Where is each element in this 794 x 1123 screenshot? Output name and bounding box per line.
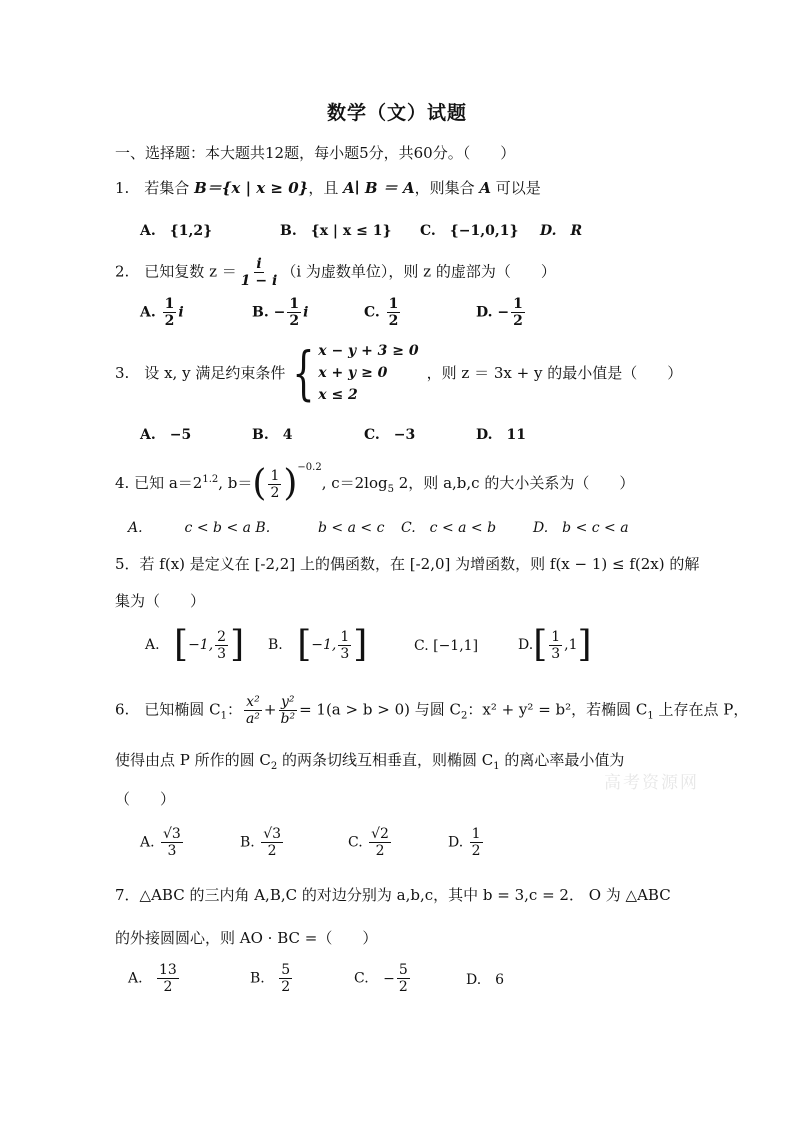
question-5-line-1: 5．若 f(x) 是定义在 [-2,2] 上的偶函数，在 [-2,0] 为增函数，则 f(x − 1) ≤ f(2x) 的解 xyxy=(115,555,700,573)
q4-sup-b: −0.2 xyxy=(297,462,322,473)
q6-option-c xyxy=(348,826,393,859)
q1-option-c: C. {−1,0,1} xyxy=(420,223,519,239)
q5-d-label: D. xyxy=(518,637,534,653)
q5-d-den: 3 xyxy=(551,645,561,662)
q5-b-left: −1, xyxy=(311,637,337,653)
question-6-line-3: （ ） xyxy=(115,790,176,808)
q2-option-d xyxy=(476,296,527,329)
q6-stem-b: = 1(a > b > 0) 与圆 C xyxy=(299,700,461,719)
q6-b-num: √3 xyxy=(263,826,282,842)
q3-option-d: D. 11 xyxy=(476,427,526,443)
q7-a-label: A. xyxy=(128,970,143,987)
q7-c-prefix: − xyxy=(383,970,395,987)
q6-fx-den: a² xyxy=(245,711,260,727)
q5-b-close: ] xyxy=(353,624,368,665)
q6-option-b xyxy=(240,826,285,859)
q7-b-frac xyxy=(279,962,292,995)
q2-b-den: 2 xyxy=(289,313,300,329)
q3-option-a: A. −5 xyxy=(140,427,192,443)
q6-frac-x xyxy=(244,694,262,727)
q2-d-frac xyxy=(511,296,525,329)
q5-a-den: 3 xyxy=(217,645,227,662)
q6-frac-y xyxy=(279,694,298,727)
q7-option-c xyxy=(354,962,412,995)
q2-c-frac xyxy=(387,296,401,329)
q1-stem-d: 可以是 xyxy=(491,179,541,197)
question-6-line-1 xyxy=(115,694,748,727)
question-2-stem xyxy=(115,256,556,289)
q5-a-num: 2 xyxy=(217,628,227,645)
q2-option-c xyxy=(364,296,402,329)
q7-option-a xyxy=(128,962,181,995)
q3-option-b: B. 4 xyxy=(252,427,293,443)
q6-plus: + xyxy=(263,700,277,719)
q5-b-label: B. xyxy=(268,637,283,653)
q4-stem-c: , c＝2log xyxy=(321,474,388,492)
q5-a-label: A. xyxy=(145,637,160,653)
q2-stem-a: 2. 已知复数 z ＝ xyxy=(115,262,237,281)
q6-c-num: √2 xyxy=(371,826,389,842)
q7-b-num: 5 xyxy=(281,962,291,978)
q5-b-den: 3 xyxy=(340,645,350,662)
q4-paren-open: ( xyxy=(252,463,267,504)
q6-line2-b: 的两条切线互相垂直，则椭圆 C xyxy=(277,751,494,769)
q2-b-prefix: − xyxy=(273,304,286,321)
q6-line2-a: 使得由点 P 所作的圆 C xyxy=(115,751,271,769)
q2-frac-num: i xyxy=(256,256,262,272)
q6-stem-a: 6. 已知椭圆 C xyxy=(115,700,221,719)
q6-fx-num: x² xyxy=(246,694,260,710)
q6-fy-num: y² xyxy=(281,694,295,710)
q6-c-den: 2 xyxy=(375,843,385,859)
q1-option-b: B. {x | x ≤ 1} xyxy=(280,223,392,239)
q5-option-c: C. [−1,1] xyxy=(414,638,479,654)
q2-c-num: 1 xyxy=(388,296,399,312)
q6-stem-c: ：x² + y² = b²，若椭圆 C xyxy=(467,700,648,719)
question-5-line-2: 集为（ ） xyxy=(115,592,206,610)
q7-c-num: 5 xyxy=(398,962,408,978)
q6-a-frac xyxy=(161,826,183,859)
q2-frac-den: 1 − i xyxy=(240,273,278,289)
q4-stem-a: 4. 已知 a＝2 xyxy=(115,474,203,492)
q2-d-prefix: − xyxy=(497,304,510,321)
q6-b-den: 2 xyxy=(267,843,277,859)
q2-b-num: 1 xyxy=(289,296,300,312)
q5-a-frac xyxy=(215,629,228,662)
q7-a-den: 2 xyxy=(163,979,173,995)
q2-a-suffix: i xyxy=(178,304,184,321)
q2-fraction xyxy=(239,256,280,289)
q7-a-num: 13 xyxy=(159,962,177,978)
page-title: 数学（文）试题 xyxy=(326,102,467,124)
q5-a-open: [ xyxy=(174,624,189,665)
section-heading: 一、选择题：本大题共12题，每小题5分，共60分。（ ） xyxy=(115,144,516,162)
q2-option-b xyxy=(252,296,308,329)
q2-stem-b: （i 为虚数单位），则 z 的虚部为（ ） xyxy=(281,262,556,281)
q5-d-frac xyxy=(549,629,562,662)
q6-a-num: √3 xyxy=(163,826,181,842)
q4-frac xyxy=(268,468,281,501)
q4-paren-close: ) xyxy=(283,463,298,504)
q4-stem-b: , b＝ xyxy=(218,474,253,492)
q3-constraint-2: x + y ≥ 0 xyxy=(318,365,388,381)
q1-stem-b: ，且 xyxy=(308,179,344,197)
q7-option-b xyxy=(250,962,294,995)
q4-sup-a: 1.2 xyxy=(202,474,219,485)
q5-b-num: 1 xyxy=(340,628,350,645)
q4-option-a: A. c < b < a B. xyxy=(128,520,271,536)
q4-option-c: C. c < a < b xyxy=(401,520,497,536)
q4-sub-c: 5 xyxy=(387,484,394,495)
q3-constraint-1: x − y + 3 ≥ 0 xyxy=(318,343,419,359)
q5-d-open: [ xyxy=(533,624,548,665)
question-7-line-2: 的外接圆圆心，则 AO · BC =（ ） xyxy=(115,929,378,947)
q1-set-a: A xyxy=(479,179,492,197)
q6-colon: ： xyxy=(226,700,242,719)
q5-option-b xyxy=(268,624,368,665)
q6-c-frac xyxy=(369,826,391,859)
q7-c-frac xyxy=(397,962,410,995)
q7-b-label: B. xyxy=(250,970,265,987)
q6-option-a xyxy=(140,826,185,859)
question-6-line-2 xyxy=(115,750,624,777)
q3-constraints xyxy=(318,340,418,406)
q6-d-frac xyxy=(470,826,483,859)
q3-constraint-3: x ≤ 2 xyxy=(318,387,358,403)
q7-c-den: 2 xyxy=(398,979,408,995)
question-1-stem xyxy=(115,178,541,198)
q1-condition: A∣ B ＝ A xyxy=(343,179,415,197)
q6-stem-d: 上存在点 P， xyxy=(653,700,749,719)
q6-line2-c: 的离心率最小值为 xyxy=(499,751,625,769)
q7-b-den: 2 xyxy=(281,979,291,995)
q4-frac-num: 1 xyxy=(270,467,280,484)
q3-stem-a: 3. 设 x, y 满足约束条件 xyxy=(115,364,286,382)
q4-option-b: b < a < c xyxy=(318,520,385,536)
q2-a-num: 1 xyxy=(164,296,175,312)
q1-stem-c: ，则集合 xyxy=(414,179,480,197)
q2-d-num: 1 xyxy=(513,296,523,312)
question-7-line-1: 7．△ABC 的三内角 A,B,C 的对边分别为 a,b,c，其中 b = 3,c = 2． O 为 △ABC xyxy=(115,886,671,904)
q1-set-b: B＝{x | x ≥ 0} xyxy=(194,179,309,197)
q6-d-num: 1 xyxy=(471,826,481,842)
q5-a-close: ] xyxy=(230,624,245,665)
q6-line2-sub2: 1 xyxy=(493,761,500,772)
q6-sub-2: 2 xyxy=(460,710,468,722)
q6-sub-3: 1 xyxy=(647,710,654,722)
q3-brace: { xyxy=(292,339,315,407)
q6-a-label: A. xyxy=(140,834,155,851)
q1-option-d: D. R xyxy=(540,223,583,239)
q6-b-label: B. xyxy=(240,834,255,851)
q5-b-frac xyxy=(338,629,351,662)
q4-stem-d: 2，则 a,b,c 的大小关系为（ ） xyxy=(394,474,635,492)
q6-sub-1: 1 xyxy=(220,710,227,722)
q7-option-d: D. 6 xyxy=(466,972,505,988)
q6-line2-sub: 2 xyxy=(270,761,278,772)
q5-option-a xyxy=(145,624,245,665)
q3-option-c: C. −3 xyxy=(364,427,416,443)
q2-c-den: 2 xyxy=(388,313,399,329)
q6-b-frac xyxy=(261,826,283,859)
q4-option-d: D. b < c < a xyxy=(533,520,629,536)
q2-c-label: C. xyxy=(364,304,380,321)
q6-d-label: D. xyxy=(448,834,464,851)
q2-d-label: D. xyxy=(476,304,493,321)
q2-a-den: 2 xyxy=(164,313,175,329)
q7-a-frac xyxy=(157,962,179,995)
q3-stem-b: ，则 z ＝ 3x + y 的最小值是（ ） xyxy=(426,364,683,382)
q5-d-close: ] xyxy=(577,624,592,665)
q2-d-den: 2 xyxy=(513,313,523,329)
q2-a-label: A. xyxy=(140,304,156,321)
q5-b-open: [ xyxy=(297,624,312,665)
q4-frac-den: 2 xyxy=(270,484,280,501)
q6-fy-den: b² xyxy=(280,711,296,727)
q5-d-right: ,1 xyxy=(564,637,578,653)
q5-option-d xyxy=(518,624,592,665)
q5-a-left: −1, xyxy=(188,637,214,653)
q3-wrapper xyxy=(115,340,682,406)
q7-c-label: C. xyxy=(354,970,369,987)
q6-option-d xyxy=(448,826,485,859)
q2-b-suffix: i xyxy=(303,304,309,321)
q6-c-label: C. xyxy=(348,834,363,851)
q2-a-frac xyxy=(163,296,177,329)
watermark: 高考资源网 xyxy=(604,773,699,793)
q6-a-den: 3 xyxy=(167,843,177,859)
q1-option-a: A. {1,2} xyxy=(140,223,213,239)
q5-d-num: 1 xyxy=(551,628,561,645)
q2-b-label: B. xyxy=(252,304,269,321)
q2-b-frac xyxy=(287,296,301,329)
question-4-stem xyxy=(115,462,635,504)
q2-option-a xyxy=(140,296,184,329)
q6-d-den: 2 xyxy=(471,843,481,859)
question-3-stem xyxy=(115,340,682,406)
q1-stem-a: 1. 若集合 xyxy=(115,179,195,197)
